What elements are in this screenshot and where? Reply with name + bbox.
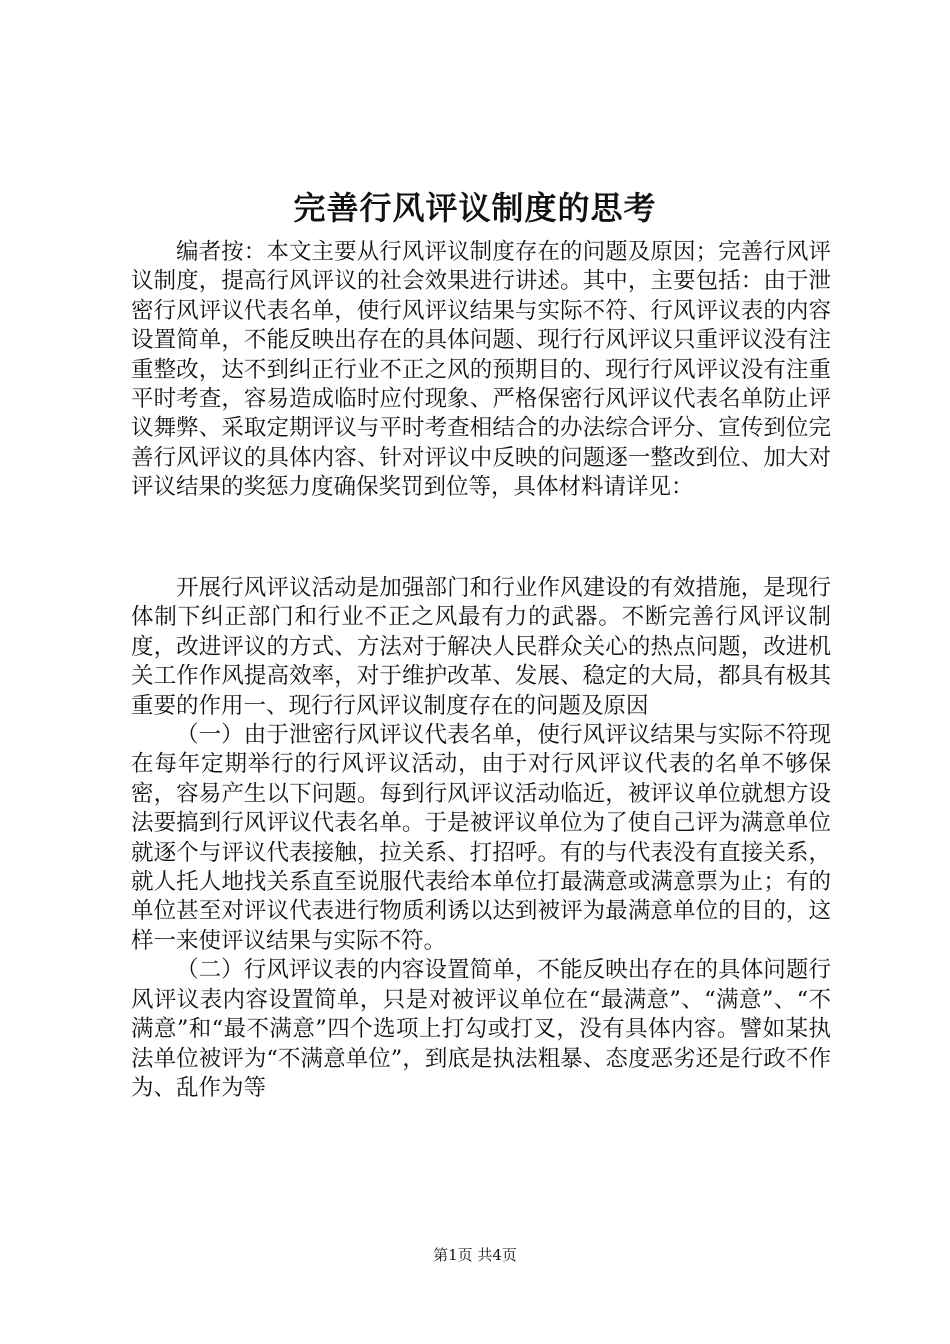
- editor-note: [131, 238, 831, 503]
- page-number-footer: 第1页 共4页: [433, 1246, 517, 1264]
- body-paragraph-1: 开展行风评议活动是加强部门和行业作风建设的有效措施，是现行体制下纠正部门和行业不正之风最有力的武器。不断完善行风评议制度，改进评议的方式、方法对于解决人民群众关心的热点问题，改进机关工作作风提高效率，对于维护改革、发展、稳定的大局，都具有极其重要的作用一、现行行风评议制度存在的问题及原因: [131, 575, 831, 719]
- main-body: [131, 574, 831, 1103]
- body-paragraph-3: （二）行风评议表的内容设置简单，不能反映出存在的具体问题行风评议表内容设置简单，只是对被评议单位在“最满意”、“满意”、“不满意”和“最不满意”四个选项上打勾或打叉，没有具体内容。譬如某执法单位被评为“不满意单位”，到底是执法粗暴、态度恶劣还是行政不作为、乱作为等: [131, 957, 831, 1101]
- body-paragraph-2: （一）由于泄密行风评议代表名单，使行风评议结果与实际不符现在每年定期举行的行风评议活动，由于对行风评议代表的名单不够保密，容易产生以下问题。每到行风评议活动临近，被评议单位就想方设法要搞到行风评议代表名单。于是被评议单位为了使自己评为满意单位就逐个与评议代表接触，拉关系、打招呼。有的与代表没有直接关系，就人托人地找关系直至说服代表给本单位打最满意或满意票为止；有的单位甚至对评议代表进行物质利诱以达到被评为最满意单位的目的，这样一来使评议结果与实际不符。: [131, 722, 831, 954]
- document-title: 完善行风评议制度的思考: [293, 189, 657, 227]
- editor-note-paragraph: 编者按：本文主要从行风评议制度存在的问题及原因；完善行风评议制度，提高行风评议的社会效果进行讲述。其中，主要包括：由于泄密行风评议代表名单，使行风评议结果与实际不符、行风评议表的内容设置简单，不能反映出存在的具体问题、现行行风评议只重评议没有注重整改，达不到纠正行业不正之风的预期目的、现行行风评议没有注重平时考查，容易造成临时应付现象、严格保密行风评议代表名单防止评议舞弊、采取定期评议与平时考查相结合的办法综合评分、宣传到位完善行风评议的具体内容、针对评议中反映的问题逐一整改到位、加大对评议结果的奖惩力度确保奖罚到位等，具体材料请详见：: [131, 239, 831, 501]
